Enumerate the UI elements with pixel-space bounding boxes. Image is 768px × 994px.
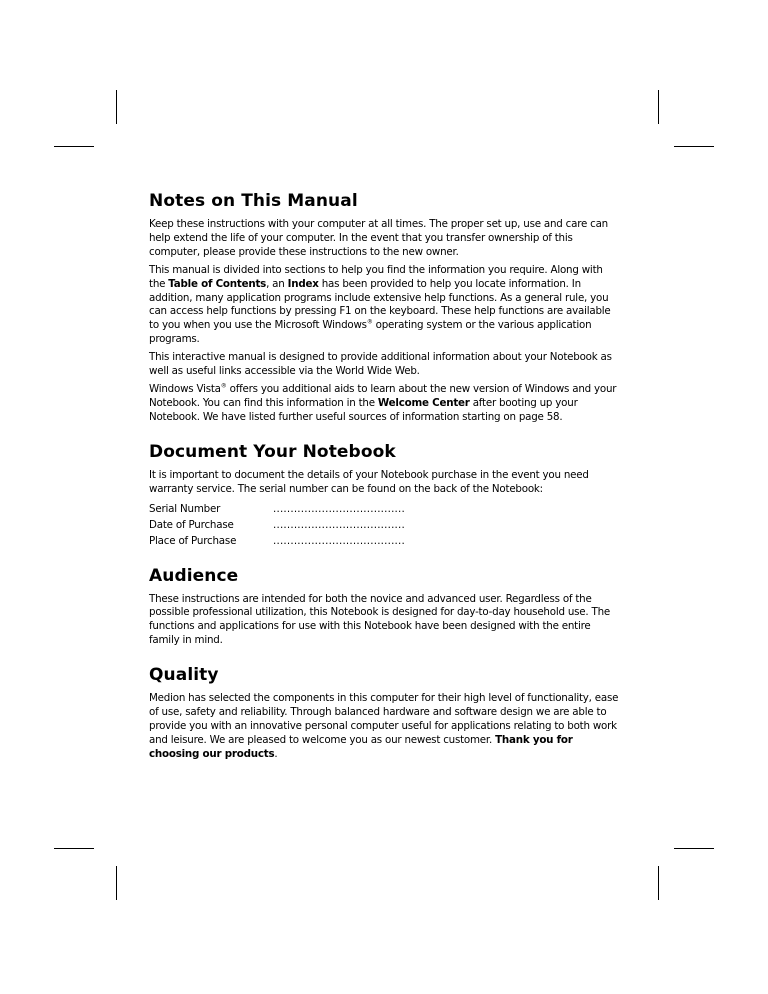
crop-mark-top-right-vertical [658,90,659,124]
document-paragraph-1: It is important to document the details of your Notebook purchase in the event you need warranty service. The serial number can be found on the back of the Notebook: [149,468,589,495]
crop-mark-bottom-left-vertical [116,866,117,900]
notes-p4-text-b: offers you additional aids to learn about the new version of Windows and your Notebook. You can find this information in the [149,382,617,409]
notes-p2-text-a: This manual is divided into sections to help you find the information you require. Along with the [149,263,603,290]
section-audience [149,565,621,649]
record-label: Serial Number [149,502,221,515]
crop-mark-bottom-left-horizontal [54,848,94,849]
record-fill-line: ...................................... [273,518,405,531]
crop-mark-top-right-horizontal [674,146,714,147]
record-label: Place of Purchase [149,534,237,547]
audience-heading: Audience [149,565,239,586]
notes-p2-text-b: , an [266,277,288,290]
table-of-contents-term: Table of Contents [168,277,267,290]
record-row-place [149,533,621,549]
crop-mark-top-left-vertical [116,90,117,124]
section-quality [149,664,621,762]
quality-text: Medion has selected the components in this computer for their high level of functionality, ease of use, safety and reliability. Through balanced hardware and software design we are able to provide you with an innovative personal computer useful for applications relating to both work and leisure. We are pleased to welcome you as our newest customer. [149,692,619,746]
record-row-date [149,517,621,533]
notes-heading: Notes on This Manual [149,191,358,211]
crop-mark-bottom-right-horizontal [674,848,714,849]
notes-p2-text-c: has been provided to help you locate information. In addition, many application programs include extensive help functions. As a general rule, you can access help functions by pressing F1 on the keyboard. These help functions are available to you when you use the Microsoft Windows [149,277,611,332]
notes-paragraph-4 [149,383,621,425]
welcome-center-term: Welcome Center [377,396,470,409]
record-row-serial [149,501,621,517]
notes-p4-text-c: after booting up your Notebook. We have listed further useful sources of information starting on page 58. [149,396,578,423]
index-term: Index [287,277,319,290]
quality-paragraph-1 [149,692,621,762]
registered-mark: ® [220,382,227,390]
record-fill-line: ...................................... [273,534,405,547]
quality-period: . [274,747,278,760]
record-fill-line: ...................................... [273,502,405,515]
section-document [149,441,621,549]
crop-mark-bottom-right-vertical [658,866,659,900]
audience-paragraph-1: These instructions are intended for both the novice and advanced user. Regardless of the possible professional utilization, this Notebook is designed for day-to-day household use. The functions and applications for use with this Notebook have been designed with the entire family in mind. [149,592,610,647]
crop-mark-top-left-horizontal [54,146,94,147]
quality-heading: Quality [149,665,219,686]
thank-you-text: Thank you for choosing our products [149,733,573,760]
section-notes [149,190,621,425]
record-label: Date of Purchase [149,518,234,531]
page-content [149,190,621,778]
notes-p4-text-a: Windows Vista [149,382,221,395]
notes-paragraph-2 [149,264,621,347]
notes-paragraph-1: Keep these instructions with your computer at all times. The proper set up, use and care can help extend the life of your computer. In the event that you transfer ownership of this computer, please provide these instructions to the new owner. [149,218,608,258]
notes-p2-text-d: operating system or the various application programs. [149,319,592,346]
document-heading: Document Your Notebook [149,441,396,462]
notes-paragraph-3: This interactive manual is designed to provide additional information about your Notebook as well as useful links accessible via the World Wide Web. [149,351,612,378]
registered-mark: ® [366,318,373,326]
